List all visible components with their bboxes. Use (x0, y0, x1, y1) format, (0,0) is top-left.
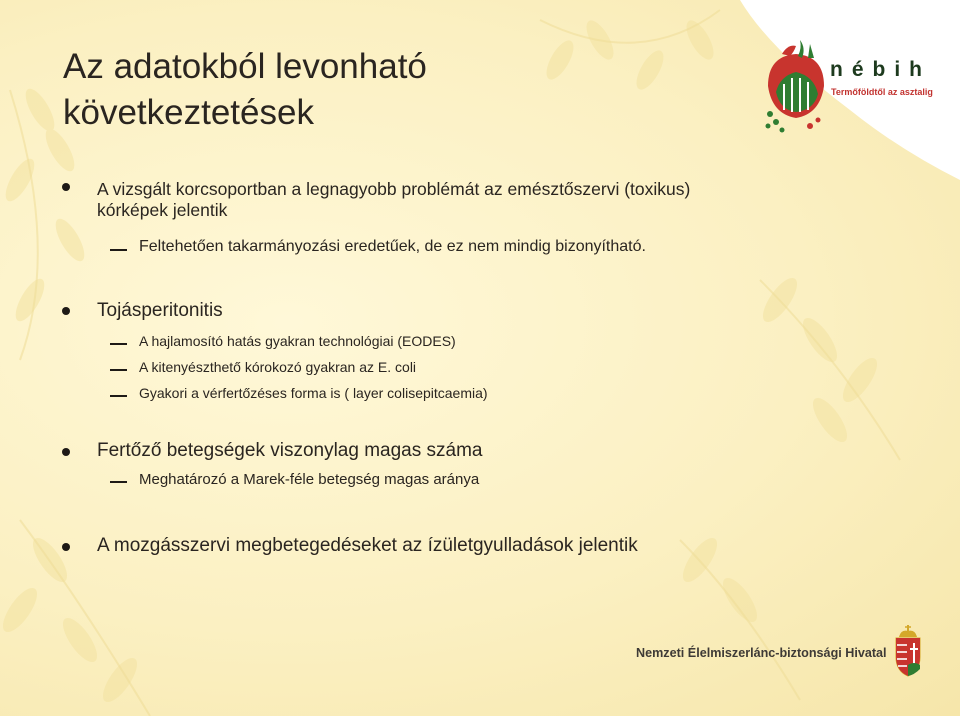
bullet-marker (62, 448, 70, 456)
sub-bullet-item: A hajlamosító hatás gyakran technológiai (EODES) (139, 333, 456, 349)
bullet-item: Tojásperitonitis (97, 300, 223, 321)
footer-org-name: Nemzeti Élelmiszerlánc-biztonsági Hivatal (636, 646, 887, 660)
bullet-marker (62, 543, 70, 551)
bullet-item (97, 175, 690, 224)
sub-bullet-item: A kitenyészthető kórokozó gyakran az E. coli (139, 359, 417, 375)
logo-tagline: Termőföldtől az asztalig (831, 87, 933, 97)
sub-bullet-item: Feltehetően takarmányozási eredetűek, de ez nem mindig bizonyítható. (139, 238, 646, 255)
slide-title-line: következtetések (63, 93, 314, 132)
bullet-text: kórképek jelentik (97, 200, 228, 220)
bullet-item: Fertőző betegségek viszonylag magas száma (97, 440, 483, 461)
sub-bullet-dash (110, 395, 127, 397)
sub-bullet-dash (110, 249, 127, 251)
hungarian-coat-of-arms-icon (893, 625, 923, 677)
sub-bullet-dash (110, 343, 127, 345)
sub-bullet-item: Meghatározó a Marek-féle betegség magas aránya (139, 471, 480, 488)
sub-bullet-dash (110, 369, 127, 371)
bullet-marker (62, 307, 70, 315)
sub-bullet-item: Gyakori a vérfertőzéses forma is ( layer colisepitcaemia) (139, 385, 488, 401)
sub-bullet-dash (110, 481, 127, 483)
bullet-text: A vizsgált korcsoportban a legnagyobb problémát az emésztőszervi (toxikus) (97, 179, 691, 199)
bullet-marker (62, 183, 70, 191)
logo-wordmark: nébih (830, 58, 931, 81)
bullet-item: A mozgásszervi megbetegedéseket az ízületgyulladások jelentik (97, 535, 638, 556)
slide-title-line: Az adatokból levonható (63, 47, 427, 86)
